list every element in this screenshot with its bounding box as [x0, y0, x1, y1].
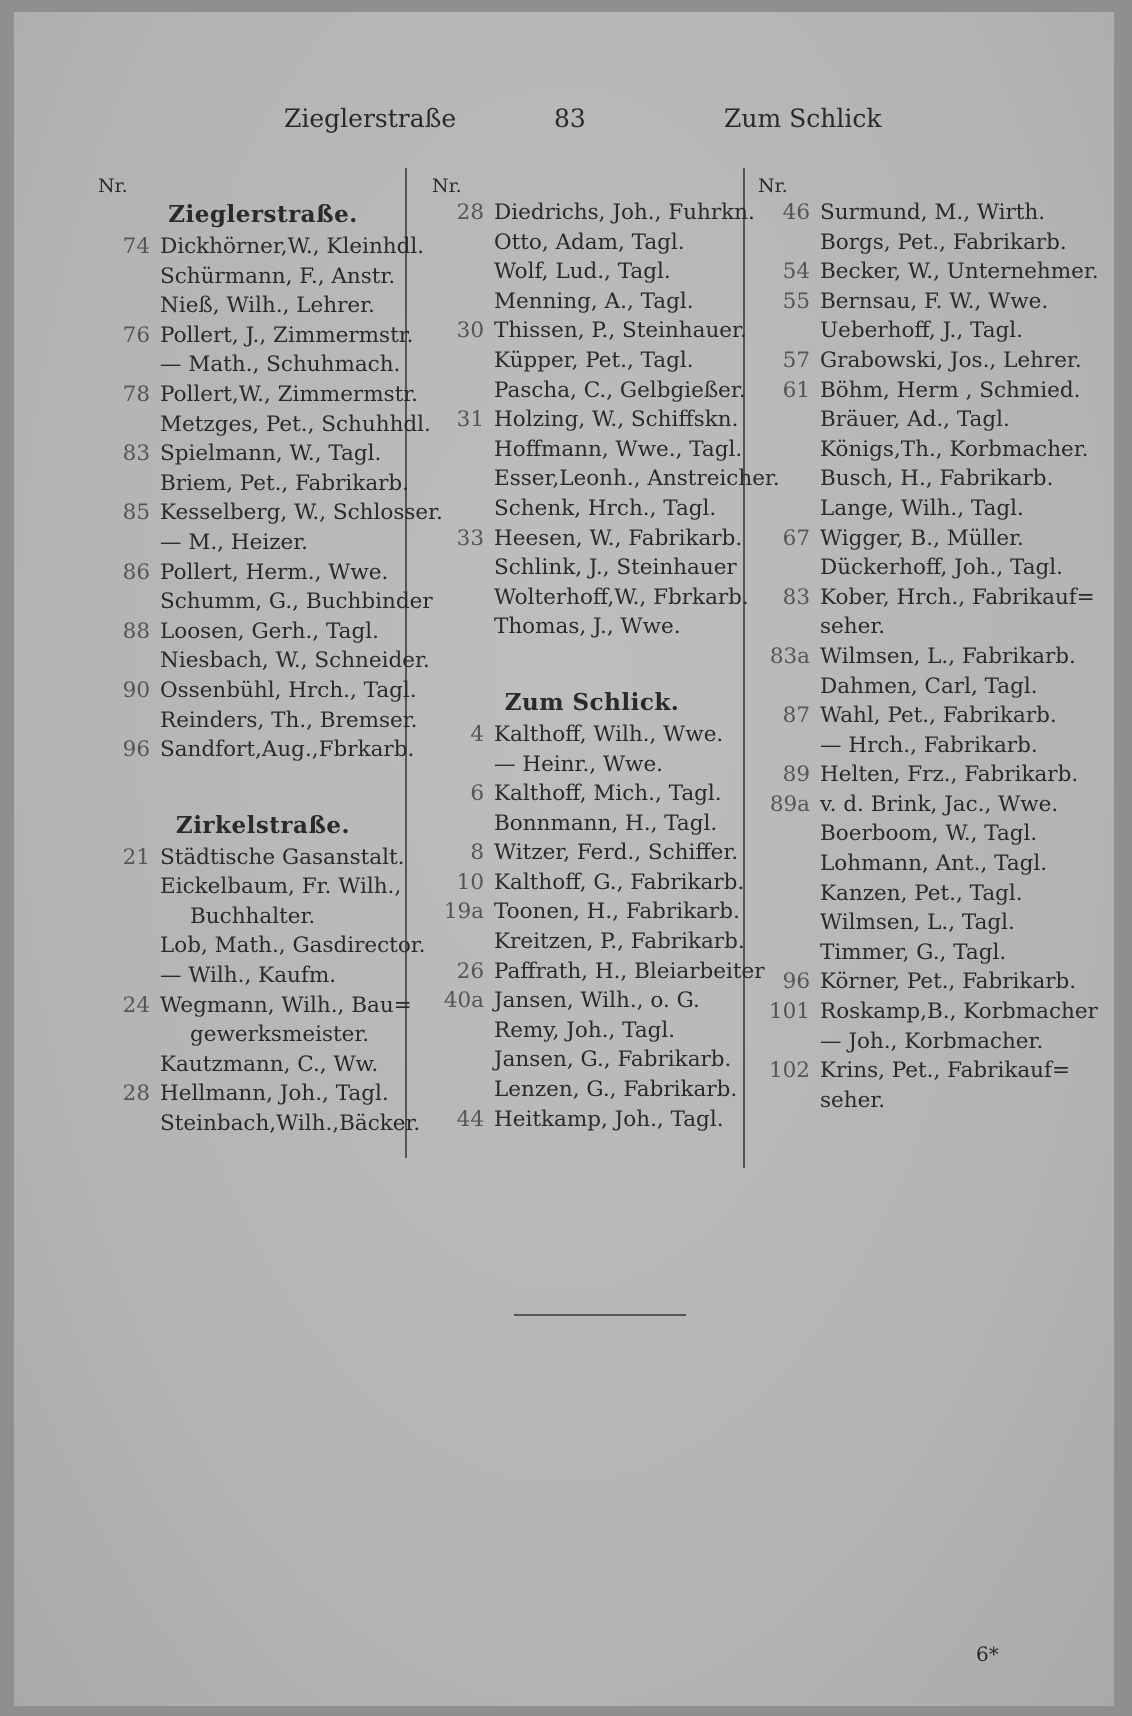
resident-text: Timmer, G., Tagl.	[820, 939, 1007, 965]
resident-text: Kautzmann, C., Ww.	[160, 1051, 379, 1077]
resident-text: Dückerhoff, Joh., Tagl.	[820, 555, 1063, 581]
house-number: 24	[122, 992, 150, 1018]
resident-entry	[758, 760, 1098, 790]
resident-text: Bräuer, Ad., Tagl.	[820, 407, 1010, 433]
resident-text: Loosen, Gerh., Tagl.	[160, 618, 379, 644]
resident-text: Surmund, M., Wirth.	[820, 200, 1046, 225]
resident-text: Wahl, Pet., Fabrikarb.	[820, 703, 1057, 729]
signature-mark: 6*	[976, 1642, 999, 1666]
resident-entry	[432, 612, 752, 642]
nr-column-label: Nr.	[758, 175, 788, 197]
resident-entry	[758, 879, 1098, 909]
resident-text: Borgs, Pet., Fabrikarb.	[820, 229, 1067, 255]
resident-text: v. d. Brink, Jac., Wwe.	[820, 791, 1059, 817]
resident-entry	[98, 587, 433, 617]
resident-entry	[758, 701, 1098, 731]
resident-entry	[758, 435, 1098, 465]
resident-entry	[98, 498, 443, 528]
house-number: 55	[782, 288, 810, 314]
resident-text: Bernsau, F. W., Wwe.	[820, 288, 1049, 314]
house-number: 54	[782, 259, 810, 285]
resident-entry	[432, 346, 752, 376]
resident-text: Wolterhoff,W., Fbrkarb.	[494, 584, 749, 610]
resident-text: — Wilh., Kaufm.	[160, 963, 337, 989]
resident-text: Nieß, Wilh., Lehrer.	[160, 293, 375, 319]
header-right-street: Zum Schlick	[724, 104, 882, 133]
section-gap	[98, 765, 428, 809]
resident-entry	[432, 868, 752, 898]
resident-entry	[432, 198, 755, 228]
resident-text: Eickelbaum, Fr. Wilh.,	[160, 874, 402, 900]
house-number: 78	[122, 381, 150, 407]
resident-text: Pollert,W., Zimmermstr.	[160, 381, 419, 407]
resident-text: Dahmen, Carl, Tagl.	[820, 673, 1038, 699]
resident-entry	[758, 464, 1098, 494]
resident-entry	[758, 228, 1098, 258]
resident-entry	[758, 316, 1098, 346]
resident-text: Otto, Adam, Tagl.	[494, 229, 685, 255]
resident-text: Becker, W., Unternehmer.	[820, 259, 1099, 285]
resident-entry	[758, 790, 1098, 820]
resident-text: Heesen, W., Fabrikarb.	[494, 525, 743, 551]
resident-text: Kanzen, Pet., Tagl.	[820, 880, 1023, 906]
resident-text: Küpper, Pet., Tagl.	[494, 347, 694, 373]
resident-entry	[758, 967, 1098, 997]
resident-text: — Joh., Korbmacher.	[820, 1028, 1044, 1054]
resident-entry	[432, 524, 752, 554]
resident-entry	[98, 1050, 428, 1080]
resident-text: Lohmann, Ant., Tagl.	[820, 851, 1048, 877]
resident-text: Pollert, Herm., Wwe.	[160, 559, 389, 585]
resident-entry	[758, 287, 1098, 317]
resident-text: — Heinr., Wwe.	[494, 751, 664, 777]
resident-entry	[98, 558, 428, 588]
resident-entry	[98, 843, 428, 873]
resident-text: Diedrichs, Joh., Fuhrkn.	[494, 200, 755, 225]
resident-text: Niesbach, W., Schneider.	[160, 648, 430, 674]
resident-entry	[432, 464, 780, 494]
house-number: 40a	[443, 988, 484, 1014]
resident-text: Körner, Pet., Fabrikarb.	[820, 969, 1077, 995]
resident-text: Wegmann, Wilh., Bau=	[160, 992, 412, 1018]
street-heading: Zirkelstraße.	[175, 811, 351, 839]
house-number: 57	[782, 347, 810, 373]
house-number: 26	[456, 958, 484, 984]
resident-entry	[432, 494, 752, 524]
resident-entry	[758, 672, 1098, 702]
resident-entry	[758, 553, 1098, 583]
resident-text: Witzer, Ferd., Schiffer.	[494, 840, 739, 866]
house-number: 33	[456, 525, 484, 551]
resident-entry	[98, 735, 428, 765]
resident-text: Schenk, Hrch., Tagl.	[494, 495, 717, 521]
resident-entry	[432, 809, 752, 839]
resident-entry	[432, 927, 752, 957]
resident-text: Paffrath, H., Bleiarbeiter	[494, 958, 765, 984]
resident-entry	[758, 997, 1098, 1027]
resident-entry	[98, 902, 428, 932]
house-number: 19a	[443, 899, 484, 925]
resident-entry	[432, 1045, 752, 1075]
resident-text: Thomas, J., Wwe.	[494, 614, 681, 640]
resident-entry	[758, 583, 1098, 613]
resident-text: Jansen, G., Fabrikarb.	[494, 1047, 732, 1073]
resident-text: Hellmann, Joh., Tagl.	[160, 1081, 389, 1107]
resident-text: Sandfort,Aug.,Fbrkarb.	[160, 737, 415, 763]
resident-entry	[432, 376, 752, 406]
resident-entry	[758, 524, 1098, 554]
resident-text: Wigger, B., Müller.	[820, 525, 1024, 551]
resident-text: Hoffmann, Wwe., Tagl.	[494, 436, 743, 462]
resident-entry	[758, 257, 1098, 287]
resident-entry	[758, 1027, 1098, 1057]
street-heading: Zieglerstraße.	[168, 201, 358, 228]
house-number: 46	[782, 200, 810, 225]
resident-entry	[98, 321, 428, 351]
resident-text: Ossenbühl, Hrch., Tagl.	[160, 677, 417, 703]
resident-entry	[98, 528, 428, 558]
resident-text: Schumm, G., Buchbinder	[160, 589, 433, 615]
resident-entry	[98, 291, 428, 321]
resident-text: Grabowski, Jos., Lehrer.	[820, 347, 1082, 373]
resident-entry	[98, 872, 428, 902]
resident-text: Kober, Hrch., Fabrikauf=	[820, 584, 1095, 610]
resident-text: Busch, H., Fabrikarb.	[820, 466, 1054, 492]
resident-text: — Math., Schuhmach.	[160, 352, 401, 378]
resident-text: Briem, Pet., Fabrikarb.	[160, 470, 410, 496]
resident-text: Esser,Leonh., Anstreicher.	[494, 466, 780, 492]
resident-entry	[758, 494, 1098, 524]
street-heading: Zum Schlick.	[504, 688, 680, 716]
nr-column-label: Nr.	[98, 175, 128, 197]
resident-entry	[758, 1056, 1098, 1086]
resident-text: Pollert, J., Zimmermstr.	[160, 322, 414, 348]
house-number: 101	[768, 999, 810, 1025]
resident-entry	[432, 287, 752, 317]
column-2	[432, 174, 780, 1134]
resident-entry	[98, 646, 428, 676]
resident-text: Buchhalter.	[190, 903, 316, 929]
resident-entry	[758, 1086, 1098, 1116]
resident-entry	[432, 1105, 752, 1135]
resident-text: seher.	[820, 614, 886, 640]
resident-entry	[98, 676, 428, 706]
resident-entry	[758, 819, 1098, 849]
house-number: 44	[456, 1106, 484, 1132]
house-number: 96	[122, 737, 150, 763]
header-left-street: Zieglerstraße	[284, 104, 457, 133]
resident-text: Schlink, J., Steinhauer	[494, 555, 737, 581]
resident-text: Steinbach,Wilh.,Bäcker.	[160, 1111, 421, 1137]
resident-text: Kalthoff, G., Fabrikarb.	[494, 869, 745, 895]
resident-text: Ueberhoff, J., Tagl.	[820, 318, 1023, 344]
resident-entry	[758, 405, 1098, 435]
resident-entry	[758, 908, 1098, 938]
resident-text: Boerboom, W., Tagl.	[820, 821, 1038, 847]
resident-text: Metzges, Pet., Schuhhdl.	[160, 411, 431, 437]
house-number: 83	[782, 584, 810, 610]
resident-entry	[98, 410, 431, 440]
resident-entry	[432, 583, 752, 613]
resident-entry	[758, 376, 1098, 406]
section-gap	[432, 642, 752, 686]
house-number: 10	[456, 869, 484, 895]
resident-text: Wilmsen, L., Fabrikarb.	[820, 643, 1076, 669]
resident-entry	[432, 553, 752, 583]
house-number: 87	[782, 703, 810, 729]
house-number: 28	[122, 1081, 150, 1107]
house-number: 89	[782, 762, 810, 788]
page-number: 83	[554, 104, 586, 133]
resident-text: Lange, Wilh., Tagl.	[820, 495, 1024, 521]
resident-entry	[98, 469, 428, 499]
resident-entry	[432, 986, 752, 1016]
house-number: 96	[782, 969, 810, 995]
resident-text: Kalthoff, Mich., Tagl.	[494, 781, 722, 807]
resident-text: Lenzen, G., Fabrikarb.	[494, 1077, 738, 1103]
resident-entry	[98, 1079, 428, 1109]
resident-entry	[758, 612, 1098, 642]
resident-entry	[758, 198, 1098, 228]
house-number: 6	[470, 781, 484, 807]
resident-text: Helten, Frz., Fabrikarb.	[820, 762, 1079, 788]
resident-entry	[758, 938, 1098, 968]
resident-entry	[98, 350, 428, 380]
house-number: 28	[456, 200, 484, 225]
resident-text: Kesselberg, W., Schlosser.	[160, 500, 443, 526]
column-1	[98, 174, 443, 1139]
resident-text: gewerksmeister.	[190, 1022, 370, 1048]
resident-entry	[432, 435, 752, 465]
resident-text: Thissen, P., Steinhauer.	[494, 318, 747, 344]
resident-entry	[98, 931, 428, 961]
running-header	[14, 104, 1114, 144]
resident-entry	[432, 316, 752, 346]
house-number: 89a	[769, 791, 810, 817]
resident-entry	[432, 1075, 752, 1105]
resident-entry	[98, 706, 428, 736]
resident-entry	[432, 405, 752, 435]
resident-entry	[758, 731, 1098, 761]
house-number: 4	[470, 721, 484, 747]
resident-entry	[432, 957, 765, 987]
resident-entry	[98, 262, 428, 292]
house-number: 67	[782, 525, 810, 551]
house-number: 102	[768, 1058, 810, 1084]
resident-entry	[432, 228, 752, 258]
house-number: 88	[122, 618, 150, 644]
house-number: 8	[470, 840, 484, 866]
resident-text: Jansen, Wilh., o. G.	[494, 988, 700, 1014]
end-rule	[514, 1314, 686, 1316]
resident-text: Holzing, W., Schiffskn.	[494, 407, 739, 433]
resident-entry	[98, 1109, 428, 1139]
resident-text: Kreitzen, P., Fabrikarb.	[494, 929, 745, 955]
column-3	[758, 174, 1098, 1115]
resident-text: Schürmann, F., Anstr.	[160, 263, 396, 289]
resident-text: Bonnmann, H., Tagl.	[494, 810, 718, 836]
house-number: 30	[456, 318, 484, 344]
resident-entry	[432, 720, 752, 750]
resident-text: seher.	[820, 1087, 886, 1113]
house-number: 90	[122, 677, 150, 703]
resident-text: Reinders, Th., Bremser.	[160, 707, 418, 733]
resident-entry	[98, 991, 428, 1021]
resident-entry	[98, 1020, 428, 1050]
resident-text: Wolf, Lud., Tagl.	[494, 259, 671, 285]
resident-entry	[98, 232, 428, 262]
directory-page	[14, 12, 1114, 1706]
resident-text: — Hrch., Fabrikarb.	[820, 732, 1038, 758]
resident-text: Krins, Pet., Fabrikauf=	[820, 1058, 1070, 1084]
resident-entry	[98, 380, 428, 410]
resident-text: Kalthoff, Wilh., Wwe.	[494, 721, 724, 747]
house-number: 74	[122, 234, 150, 259]
resident-entry	[432, 750, 752, 780]
house-number: 76	[122, 322, 150, 348]
resident-entry	[432, 838, 752, 868]
resident-text: Königs,Th., Korbmacher.	[820, 436, 1089, 462]
resident-entry	[758, 346, 1098, 376]
resident-text: Spielmann, W., Tagl.	[160, 441, 382, 467]
resident-entry	[432, 897, 752, 927]
resident-text: — M., Heizer.	[160, 529, 309, 555]
resident-text: Städtische Gasanstalt.	[160, 844, 405, 870]
resident-text: Böhm, Herm , Schmied.	[820, 377, 1081, 403]
nr-column-label: Nr.	[432, 175, 462, 197]
resident-text: Pascha, C., Gelbgießer.	[494, 377, 746, 403]
resident-text: Toonen, H., Fabrikarb.	[494, 899, 740, 925]
resident-text: Wilmsen, L., Tagl.	[820, 910, 1015, 936]
house-number: 86	[122, 559, 150, 585]
house-number: 85	[122, 500, 150, 526]
resident-entry	[432, 257, 752, 287]
resident-text: Roskamp,B., Korbmacher	[820, 999, 1098, 1025]
resident-entry	[432, 1016, 752, 1046]
resident-text: Remy, Joh., Tagl.	[494, 1017, 676, 1043]
house-number: 83	[122, 441, 150, 467]
resident-text: Lob, Math., Gasdirector.	[160, 933, 426, 959]
resident-text: Menning, A., Tagl.	[494, 288, 694, 314]
house-number: 83a	[769, 643, 810, 669]
resident-entry	[758, 642, 1098, 672]
resident-entry	[98, 617, 428, 647]
resident-text: Dickhörner,W., Kleinhdl.	[160, 234, 425, 259]
resident-entry	[758, 849, 1098, 879]
house-number: 21	[122, 844, 150, 870]
resident-entry	[98, 439, 428, 469]
resident-entry	[98, 961, 428, 991]
house-number: 61	[782, 377, 810, 403]
resident-text: Heitkamp, Joh., Tagl.	[494, 1106, 724, 1132]
house-number: 31	[456, 407, 484, 433]
resident-entry	[432, 779, 752, 809]
